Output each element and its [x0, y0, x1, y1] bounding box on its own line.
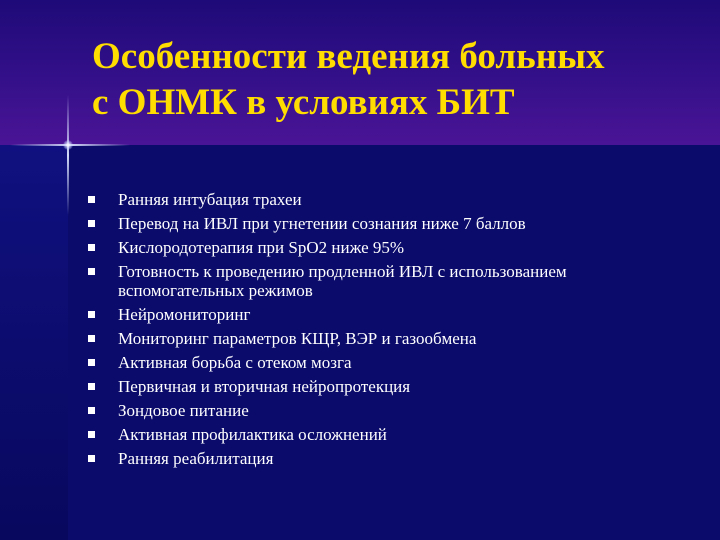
square-bullet-icon [88, 359, 95, 366]
square-bullet-icon [88, 383, 95, 390]
list-item-text: Мониторинг параметров КЩР, ВЭР и газообмена [118, 329, 477, 348]
square-bullet-icon [88, 220, 95, 227]
square-bullet-icon [88, 407, 95, 414]
list-item [88, 377, 688, 396]
bullet-list [88, 190, 688, 473]
list-item [88, 238, 688, 257]
list-item [88, 262, 688, 300]
list-item-text: Готовность к проведению продленной ИВЛ с использованием вспомогательных режимов [118, 262, 567, 300]
sparkle-core [63, 140, 73, 150]
list-item-text: Кислородотерапия при SpO2 ниже 95% [118, 238, 405, 257]
list-item-text: Первичная и вторичная нейропротекция [118, 377, 411, 396]
list-item [88, 449, 688, 468]
list-item-text: Ранняя реабилитация [118, 449, 274, 468]
sparkle-icon [67, 95, 69, 215]
square-bullet-icon [88, 455, 95, 462]
list-item-text: Зондовое питание [118, 401, 249, 420]
list-item-text: Нейромониторинг [118, 305, 251, 324]
list-item-text: Перевод на ИВЛ при угнетении сознания ниже 7 баллов [118, 214, 526, 233]
square-bullet-icon [88, 244, 95, 251]
list-item-text: Ранняя интубация трахеи [118, 190, 302, 209]
list-item [88, 353, 688, 372]
list-item-text: Активная борьба с отеком мозга [118, 353, 352, 372]
left-strip [0, 145, 68, 540]
square-bullet-icon [88, 268, 95, 275]
square-bullet-icon [88, 431, 95, 438]
list-item [88, 190, 688, 209]
title-line-2: с ОНМК в условиях БИТ [92, 82, 515, 123]
list-item [88, 214, 688, 233]
square-bullet-icon [88, 196, 95, 203]
list-item [88, 401, 688, 420]
list-item-text: Активная профилактика осложнений [118, 425, 387, 444]
square-bullet-icon [88, 311, 95, 318]
title-line-1: Особенности ведения больных [92, 36, 605, 77]
square-bullet-icon [88, 335, 95, 342]
list-item [88, 329, 688, 348]
list-item [88, 425, 688, 444]
slide-title [92, 34, 692, 126]
list-item [88, 305, 688, 324]
